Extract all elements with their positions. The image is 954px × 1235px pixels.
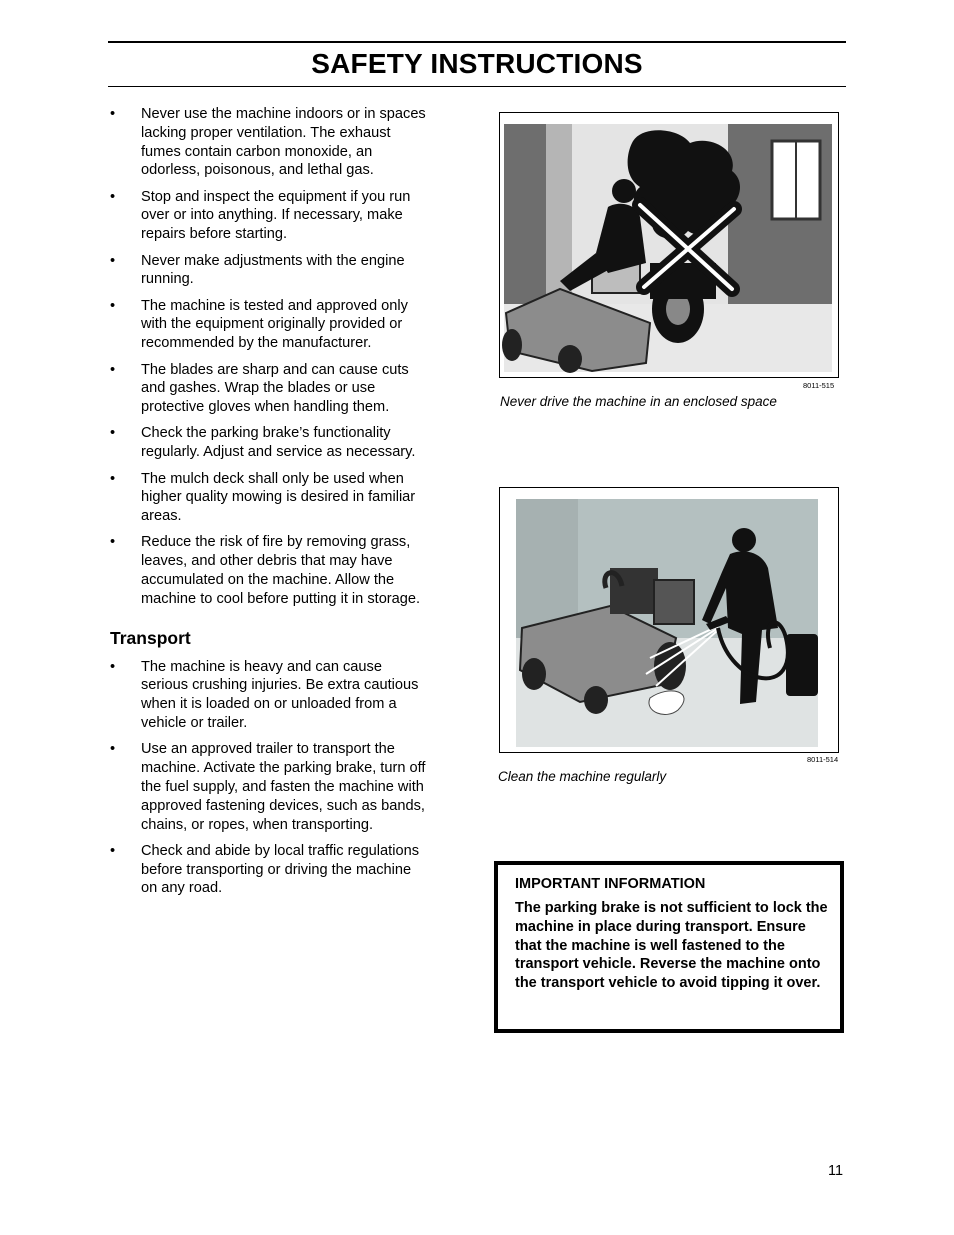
list-item-text: Check and abide by local traffic regulations before transporting or driving the machine on any road. xyxy=(141,842,419,897)
important-info-body: The parking brake is not sufficient to lock the machine in place during transport. Ensure that the machine is well fastened to the transport vehicle. Reverse the machine onto the transport vehicle to avoid tipping it over. xyxy=(515,900,828,992)
bullet-glyph: • xyxy=(110,534,116,551)
list-item-text: The mulch deck shall only be used when higher quality mowing is desired in familiar areas. xyxy=(141,470,416,525)
list-item-text: Check the parking brake’s functionality regularly. Adjust and service as necessary. xyxy=(141,425,416,461)
list-item xyxy=(110,740,430,834)
list-item xyxy=(110,297,430,353)
header-rule-bottom xyxy=(108,86,846,87)
list-item xyxy=(110,470,430,526)
safety-bullet-list xyxy=(110,105,430,609)
transport-heading: Transport xyxy=(110,627,191,648)
list-item-text: The blades are sharp and can cause cuts and gashes. Wrap the blades or use protective gloves when handling them. xyxy=(141,361,409,416)
header-rule-top xyxy=(108,41,846,43)
bullet-glyph: • xyxy=(110,252,116,269)
bullet-glyph: • xyxy=(110,297,116,314)
cleaning-illustration xyxy=(500,488,838,752)
list-item xyxy=(110,842,430,898)
list-item-text: The machine is tested and approved only with the equipment originally provided or recommended by the manufacturer. xyxy=(141,297,408,352)
list-item-text: The machine is heavy and can cause serious crushing injuries. Be extra cautious when it is loaded on or unloaded from a vehicle or trailer. xyxy=(141,658,419,732)
list-item xyxy=(110,533,430,608)
figure-caption: Never drive the machine in an enclosed space xyxy=(500,394,777,409)
transport-bullet-list xyxy=(110,658,430,899)
bullet-glyph: • xyxy=(110,658,116,675)
left-column xyxy=(110,105,430,906)
list-item xyxy=(110,424,430,462)
figure-code: 8011-515 xyxy=(803,381,835,390)
illustration-cleaning xyxy=(499,487,839,753)
list-item xyxy=(110,105,430,180)
bullet-glyph: • xyxy=(110,188,116,205)
important-info-box xyxy=(494,861,844,1033)
figure-caption: Clean the machine regularly xyxy=(498,769,667,784)
bullet-glyph: • xyxy=(110,425,116,442)
list-item-text: Never make adjustments with the engine running. xyxy=(141,252,405,288)
illustration-enclosed-space xyxy=(499,112,839,378)
important-info-title: IMPORTANT INFORMATION xyxy=(515,876,706,892)
list-item xyxy=(110,361,430,417)
figure-code: 8011-514 xyxy=(807,755,839,764)
bullet-glyph: • xyxy=(110,470,116,487)
list-item xyxy=(110,252,430,290)
enclosed-space-illustration xyxy=(500,113,838,377)
list-item-text: Use an approved trailer to transport the machine. Activate the parking brake, turn off the fuel supply, and fasten the machine with approved fastening devices, such as bands, chains, or ropes, when transporting. xyxy=(141,741,426,833)
list-item-text: Reduce the risk of fire by removing grass, leaves, and other debris that may have accumulated on the machine. Allow the machine to cool before putting it in storage. xyxy=(141,534,421,607)
list-item xyxy=(110,658,430,733)
bullet-glyph: • xyxy=(110,106,116,122)
bullet-glyph: • xyxy=(110,741,116,758)
page-number: 11 xyxy=(828,1163,844,1179)
bullet-glyph: • xyxy=(110,361,116,378)
list-item-text: Stop and inspect the equipment if you run over or into anything. If necessary, make repairs before starting. xyxy=(141,188,411,243)
list-item-text: Never use the machine indoors or in spaces lacking proper ventilation. The exhaust fumes contain carbon monoxide, an odorless, poisonous, and lethal gas. xyxy=(141,106,426,179)
bullet-glyph: • xyxy=(110,842,116,859)
list-item xyxy=(110,188,430,244)
page-title: SAFETY INSTRUCTIONS xyxy=(311,48,643,79)
